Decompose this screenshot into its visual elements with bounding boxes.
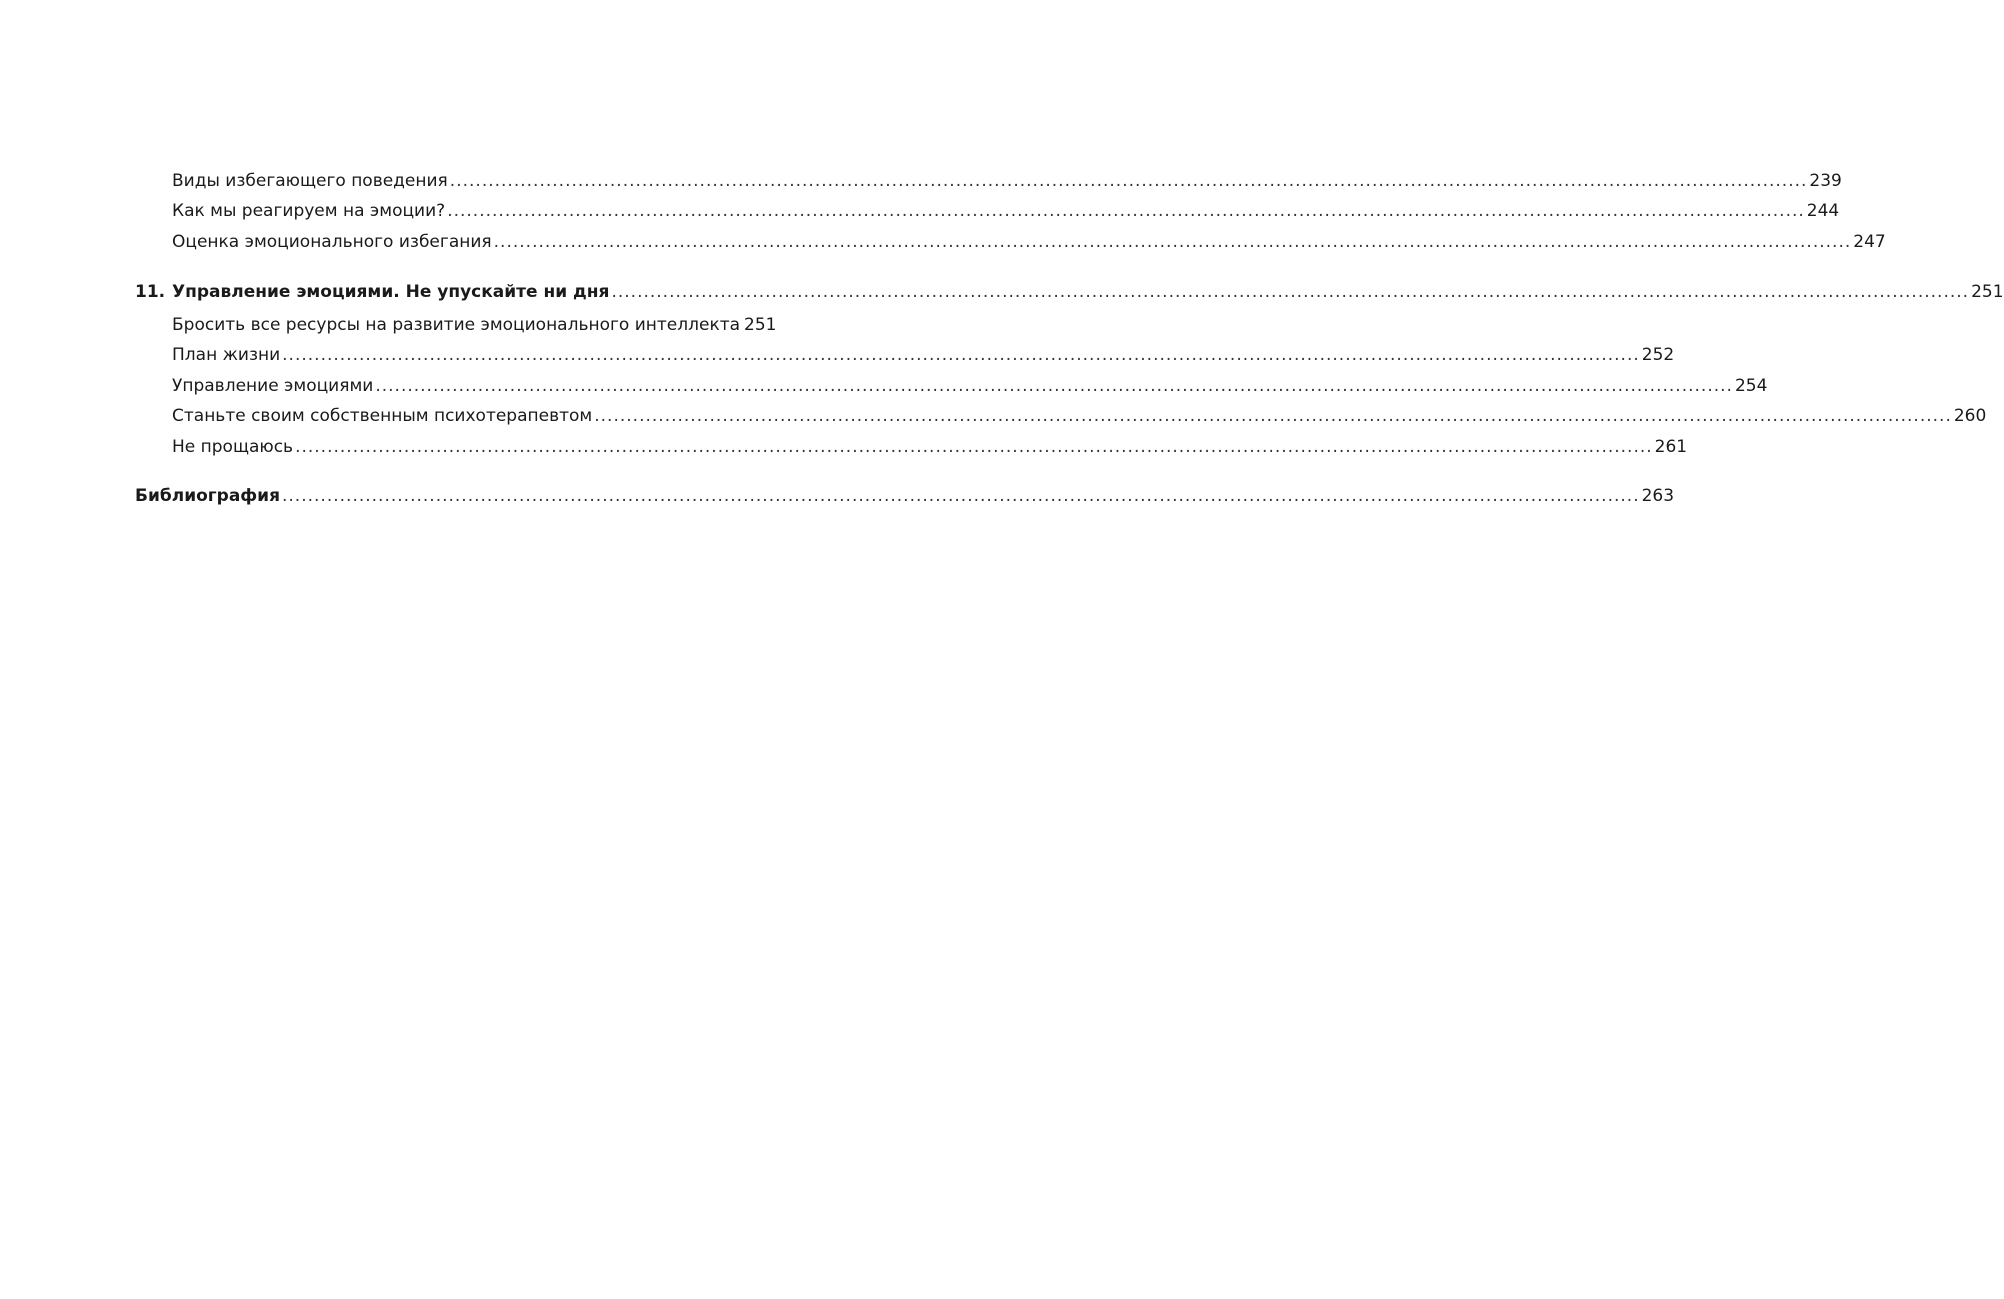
toc-bibliography-entry[interactable] (135, 483, 1675, 509)
toc-entry-page: 251 (744, 315, 777, 335)
dot-leader (447, 198, 1805, 224)
toc-chapter-entry[interactable] (172, 279, 2004, 305)
dot-leader (494, 229, 1852, 255)
toc-entry-title: Виды избегающего поведения (172, 171, 448, 191)
dot-leader (611, 279, 1969, 305)
toc-entry-title: Как мы реагируем на эмоции? (172, 201, 446, 221)
toc-entry[interactable] (172, 312, 777, 338)
dot-leader (282, 483, 1640, 509)
dot-leader (375, 373, 1733, 399)
dot-leader (282, 342, 1640, 368)
toc-entry-title: Оценка эмоционального избегания (172, 232, 492, 252)
toc-entry[interactable] (172, 403, 1987, 429)
toc-entry-title: Станьте своим собственным психотерапевтом (172, 406, 593, 426)
toc-entry-page: 252 (1641, 345, 1675, 365)
toc-entry-page: 247 (1853, 232, 1886, 252)
toc-entry-page: 260 (1953, 406, 1987, 426)
toc-entry[interactable] (172, 373, 1768, 399)
toc-entry-page: 239 (1809, 171, 1842, 191)
toc-entry[interactable] (172, 198, 1840, 224)
toc-entry-title: Управление эмоциями (172, 376, 374, 396)
dot-leader (594, 403, 1952, 429)
dot-leader (295, 434, 1653, 460)
toc-entry[interactable] (172, 342, 1675, 368)
toc-entry-title: Не прощаюсь (172, 437, 294, 457)
bibliography-page: 263 (1641, 486, 1675, 506)
chapter-title: Управление эмоциями. Не упускайте ни дня (172, 282, 610, 302)
toc-entry[interactable] (172, 168, 1842, 194)
toc-entry[interactable] (172, 434, 1688, 460)
toc-entry-page: 261 (1654, 437, 1688, 457)
chapter-page: 251 (1971, 282, 2004, 302)
toc-entry-title: План жизни (172, 345, 281, 365)
dot-leader (450, 168, 1808, 194)
bibliography-title: Библиография (135, 486, 280, 506)
toc-entry-page: 244 (1806, 201, 1840, 221)
toc-entry-title: Бросить все ресурсы на развитие эмоционального интеллекта (172, 315, 741, 335)
toc-entry-page: 254 (1734, 376, 1768, 396)
chapter-number: 11. (135, 282, 166, 302)
toc-entry[interactable] (172, 229, 1886, 255)
